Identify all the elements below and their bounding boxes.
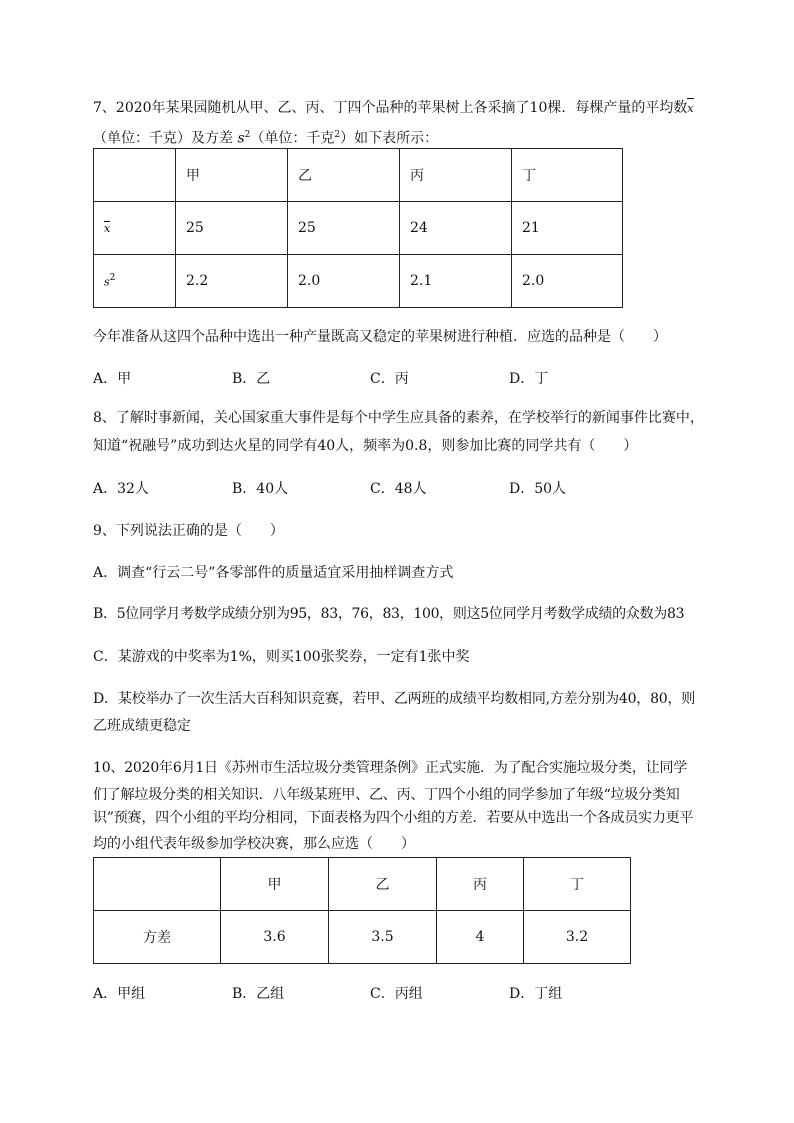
q8-option-c: C．48人 [370,481,427,497]
table-cell: 2.0 [512,255,623,308]
table-cell: 3.6 [221,911,329,964]
mean-symbol: x [687,99,693,119]
table-row-mean [94,202,623,255]
table-cell: 乙 [329,858,437,911]
q9-option-c: C．某游戏的中奖率为1%，则买100张奖券，一定有1张中奖 [93,649,470,665]
table-row-variance [94,911,631,964]
q10-option-c: C．丙组 [370,986,423,1002]
table-cell-label: 方差 [94,911,221,964]
table-cell: 2.1 [400,255,512,308]
table-header-row [94,858,631,911]
q9-option-b: B．5位同学月考数学成绩分别为95，83，76，83，100，则这5位同学月考数学成绩的众数为83 [93,606,685,622]
table-cell: 甲 [176,149,288,202]
q8-option-a: A．32人 [93,481,149,497]
q10-stem-line3: 识”预赛，四个小组的平均分相同，下面表格为四个小组的方差．若要从中选出一个各成员实力更平 [93,810,694,826]
q9-stem: 9、下列说法正确的是（ ） [93,523,284,539]
table-cell-label: x [94,202,176,255]
q10-table [93,857,631,964]
q7-table [93,148,623,308]
table-cell: 21 [512,202,623,255]
table-cell: 24 [400,202,512,255]
table-cell: 丙 [400,149,512,202]
q10-stem-line4: 均的小组代表年级参加学校决赛，那么应选（ ） [93,836,415,852]
q7-stem-line1: 7、2020年某果园随机从甲、乙、丙、丁四个品种的苹果树上各采摘了10棵．每棵产量的平均数x [93,98,694,119]
table-cell: 25 [288,202,400,255]
q10-option-b: B．乙组 [232,986,285,1002]
table-cell: 丙 [437,858,524,911]
table-cell: 丁 [512,149,623,202]
table-cell: 甲 [221,858,329,911]
table-cell: 丁 [524,858,631,911]
q10-option-a: A．甲组 [93,986,146,1002]
table-cell: 3.5 [329,911,437,964]
table-header-row [94,149,623,202]
q7-option-d: D．丁 [509,371,549,387]
q10-stem-line1: 10、2020年6月1日《苏州市生活垃圾分类管理条例》正式实施．为了配合实施垃圾分类，让同学 [93,760,688,776]
q7-option-c: C．丙 [370,371,409,387]
q8-stem-line1: 8、了解时事新闻，关心国家重大事件是每个中学生应具备的素养，在学校举行的新闻事件比赛中， [93,410,704,426]
q7-option-b: B．乙 [232,371,271,387]
table-cell: 25 [176,202,288,255]
q10-option-d: D．丁组 [509,986,563,1002]
q9-option-a: A．调查“行云二号”各零部件的质量适宜采用抽样调查方式 [93,565,454,581]
table-row-variance [94,255,623,308]
q7-option-a: A．甲 [93,371,132,387]
q9-option-d-line1: D．某校举办了一次生活大百科知识竞赛，若甲、乙两班的成绩平均数相同,方差分别为40，80，则 [93,691,696,707]
table-cell-label: $s^2$ [94,255,176,308]
q8-option-d: D．50人 [509,481,567,497]
q8-option-b: B．40人 [232,481,289,497]
table-cell: 2.0 [288,255,400,308]
table-cell [94,149,176,202]
table-cell: 乙 [288,149,400,202]
table-cell: 2.2 [176,255,288,308]
table-cell [94,858,221,911]
q9-option-d-line2: 乙班成绩更稳定 [93,718,191,734]
q8-stem-line2: 知道“祝融号”成功到达火星的同学有40人，频率为0.8，则参加比赛的同学共有（ ） [93,438,638,454]
q10-stem-line2: 们了解垃圾分类的相关知识．八年级某班甲、乙、丙、丁四个小组的同学参加了年级“垃圾分类知 [93,787,680,803]
q7-stem-line2: （单位：千克）及方差 $s^2$（单位：千克$^2$）如下表所示： [93,130,439,147]
table-cell: 3.2 [524,911,631,964]
q7-question: 今年准备从这四个品种中选出一种产量既高又稳定的苹果树进行种植．应选的品种是（ ） [93,329,667,345]
table-cell: 4 [437,911,524,964]
